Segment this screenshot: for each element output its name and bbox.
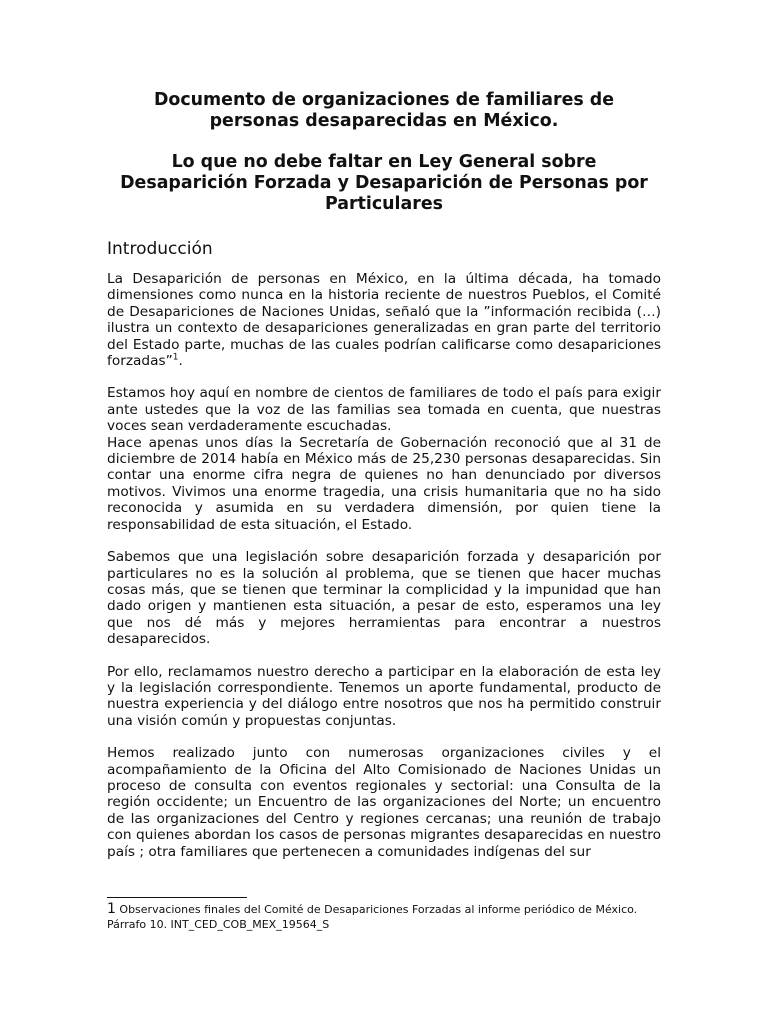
paragraph-3: Hace apenas unos días la Secretaría de Gobernación reconoció que al 31 de diciembre de 2014 había en México más de 25,230 personas desaparecidas. Sin contar una enorme cifra negra de quienes no han denunciado por diversos motivos. Vivimos una enorme tragedia, una crisis humanitaria que no ha sido reconocida y asumida en su verdadera dimensión, por quien tiene la responsabilidad de esta situación, el Estado.	[107, 434, 661, 533]
footnote-text-line2: Párrafo 10. INT_CED_COB_MEX_19564_S	[107, 918, 330, 931]
paragraph-6: Hemos realizado junto con numerosas organizaciones civiles y el acompañamiento de la Oficina del Alto Comisionado de Naciones Unidas un proceso de consulta con eventos regionales y sectorial: una Consulta de la región occidente; un Encuentro de las organizaciones del Norte; un encuentro de las organizaciones del Centro y regiones cercanas; una reunión de trabajo con quienes abordan los casos de personas migrantes desaparecidas en nuestro país ; otra familiares que pertenecen a comunidades indígenas del sur	[107, 745, 661, 860]
footnote-reference: 1	[172, 352, 179, 363]
section-heading-introduccion: Introducción	[107, 239, 213, 259]
paragraph-5: Por ello, reclamamos nuestro derecho a participar en la elaboración de esta ley y la legislación correspondiente. Tenemos un aporte fundamental, producto de nuestra experiencia y del diálogo entre nosotros que nos ha permitido construir una visión común y propuestas conjuntas.	[107, 663, 661, 729]
footnote-separator	[107, 897, 247, 898]
title-block	[107, 90, 661, 215]
footnote-text-line1: Observaciones finales del Comité de Desapariciones Forzadas al informe periódico de México.	[115, 903, 638, 916]
paragraph-1-text: La Desaparición de personas en México, en la última década, ha tomado dimensiones como nunca en la historia reciente de nuestros Pueblos, el Comité de Desapariciones de Naciones Unidas, señaló que la ”información recibida (…) ilustra un contexto de desapariciones generalizadas en gran parte del territorio del Estado parte, muchas de las cuales podrían calificarse como desapariciones forzadas”	[107, 271, 661, 370]
paragraph-4: Sabemos que una legislación sobre desaparición forzada y desaparición por particulares no es la solución al problema, que se tienen que hacer muchas cosas más, que se tienen que terminar la complicidad y la impunidad que han dado origen y mantienen esta situación, a pesar de esto, esperamos una ley que nos dé más y mejores herramientas para encontrar a nuestros desaparecidos.	[107, 549, 661, 648]
document-title: Documento de organizaciones de familiares de personas desaparecidas en México.	[153, 90, 615, 131]
footnote	[107, 902, 667, 932]
document-subtitle: Lo que no debe faltar en Ley General sobre Desaparición Forzada y Desaparición de Personas por Particulares	[120, 152, 648, 214]
paragraph-2: Estamos hoy aquí en nombre de cientos de familiares de todo el país para exigir ante ustedes que la voz de las familias sea tomada en cuenta, que nuestras voces sean verdaderamente escuchadas.	[107, 385, 661, 435]
footnote-number: 1	[107, 901, 116, 917]
paragraph-1	[107, 271, 661, 369]
paragraph-1-end: .	[178, 353, 183, 370]
